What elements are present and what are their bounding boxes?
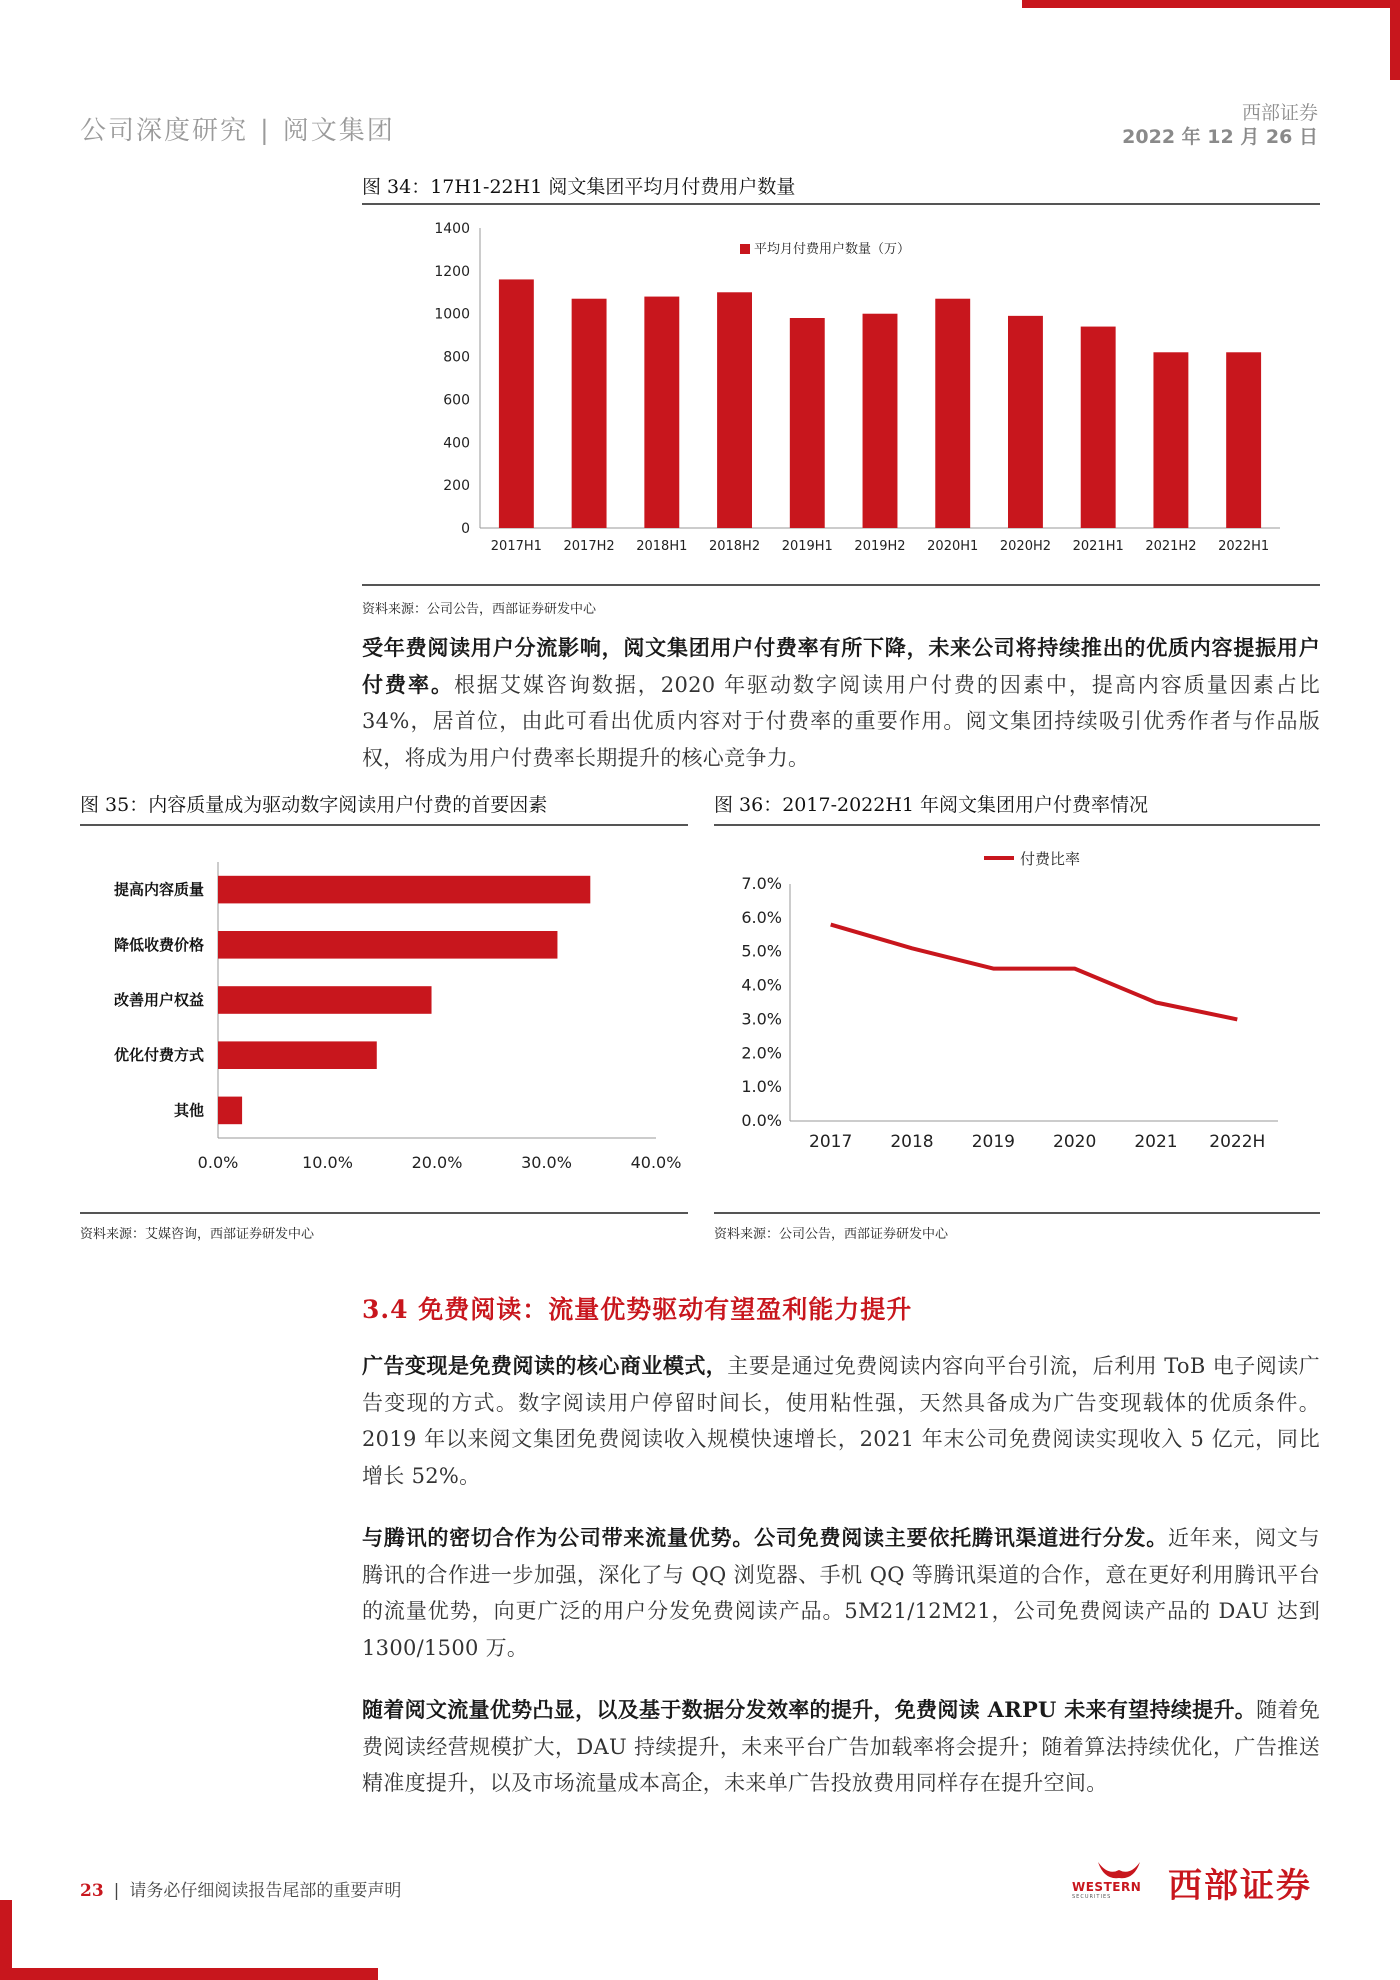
- paragraph-payment-rate-body: 根据艾媒咨询数据，2020 年驱动数字阅读用户付费的因素中，提高内容质量因素占比 34%，居首位，由此可看出优质内容对于付费率的重要作用。阅文集团持续吸引优秀作者与作品版权，将成为用户付费率长期提升的核心竞争力。: [362, 672, 1320, 770]
- fig36-x-tick-label: 2021: [1134, 1132, 1178, 1152]
- report-date: 2022 年 12 月 26 日: [1122, 126, 1318, 148]
- fig36-x-tick-label: 2018: [890, 1132, 934, 1152]
- page-number: 23: [80, 1881, 104, 1901]
- fig34-bar: [1081, 327, 1116, 528]
- fig34-y-tick-label: 1200: [434, 263, 470, 280]
- logo-english: WESTERN: [1072, 1880, 1142, 1894]
- paragraph-tencent-body: 近年来，阅文与腾讯的合作进一步加强，深化了与 QQ 浏览器、手机 QQ 等腾讯渠道的合作，意在更好利用腾讯平台的流量优势，向更广泛的用户分发免费阅读产品。5M21/12M21，公司免费阅读产品的 DAU 达到 1300/1500 万。: [362, 1526, 1320, 1660]
- fig34-top-rule: [362, 203, 1320, 205]
- fig36-x-tick-label: 2022H: [1209, 1132, 1266, 1152]
- fig34-x-tick-label: 2020H1: [927, 539, 979, 554]
- fig35-bar: [218, 1097, 242, 1125]
- report-header: 公司深度研究 | 阅文集团: [80, 116, 395, 146]
- fig34-title: 图 34：17H1-22H1 阅文集团平均月付费用户数量: [362, 176, 796, 198]
- paragraph-payment-rate-lead: 受年费阅读用户分流影响，阅文集团用户付费率有所下降，未来公司将持续推出的优质内容提振用户付费率。: [362, 635, 1320, 697]
- fig35-category-label: 改善用户权益: [113, 991, 204, 1009]
- fig36-title: 图 36：2017-2022H1 年阅文集团用户付费率情况: [714, 794, 1149, 816]
- fig34-source: 资料来源：公司公告，西部证券研发中心: [362, 602, 597, 617]
- fig35-category-label: 优化付费方式: [113, 1046, 204, 1065]
- fig34-chart: [362, 210, 1320, 578]
- frame-top-side: [1390, 0, 1400, 80]
- fig34-bar: [717, 292, 752, 528]
- fig34-bar: [572, 299, 607, 528]
- fig35-x-tick-label: 40.0%: [630, 1153, 682, 1172]
- fig36-bottom-rule: [714, 1212, 1320, 1214]
- fig34-legend-label: 平均月付费用户数量（万）: [754, 242, 911, 257]
- footer-notice: 23 | 请务必仔细阅读报告尾部的重要声明: [80, 1881, 402, 1901]
- fig36-y-tick-label: 1.0%: [741, 1077, 782, 1097]
- fig34-bar: [863, 314, 898, 528]
- fig35-x-tick-label: 30.0%: [521, 1153, 572, 1172]
- section-title: 3.4 免费阅读：流量优势驱动有望盈利能力提升: [362, 1295, 913, 1324]
- fig36-top-rule: [714, 824, 1320, 826]
- fig34-y-tick-label: 0: [461, 521, 470, 537]
- fig36-source: 资料来源：公司公告，西部证券研发中心: [714, 1227, 949, 1242]
- paragraph-arpu-lead: 随着阅文流量优势凸显，以及基于数据分发效率的提升，免费阅读 ARPU 未来有望持续提升。: [362, 1697, 1257, 1722]
- fig34-y-tick-label: 1400: [434, 221, 470, 237]
- fig34-y-tick-label: 200: [443, 478, 470, 495]
- fig36-y-tick-label: 7.0%: [741, 874, 782, 893]
- fig34-y-tick-label: 600: [443, 392, 470, 409]
- frame-bottom-bar: [0, 1968, 378, 1980]
- paragraph-tencent-lead: 与腾讯的密切合作为公司带来流量优势。公司免费阅读主要依托腾讯渠道进行分发。: [362, 1525, 1168, 1550]
- fig36-y-tick-label: 2.0%: [741, 1043, 782, 1063]
- fig35-x-tick-label: 0.0%: [197, 1153, 239, 1172]
- broker-name: 西部证券: [1241, 102, 1318, 124]
- fig34-x-tick-label: 2021H1: [1072, 539, 1124, 554]
- fig36-y-tick-label: 6.0%: [741, 907, 782, 927]
- fig34-x-tick-label: 2017H2: [563, 539, 615, 554]
- logo-chinese: 西部证券: [1168, 1866, 1312, 1906]
- fig35-bar: [218, 986, 432, 1014]
- fig35-chart: [80, 836, 688, 1196]
- paragraph-ad-monetization-lead: 广告变现是免费阅读的核心商业模式，: [362, 1353, 728, 1378]
- fig36-x-tick-label: 2019: [971, 1132, 1015, 1152]
- fig34-bar: [499, 279, 534, 528]
- fig34-x-tick-label: 2017H1: [490, 539, 542, 554]
- fig34-bottom-rule: [362, 584, 1320, 586]
- company-name: 阅文集团: [282, 116, 395, 146]
- fig35-category-label: 降低收费价格: [113, 935, 204, 954]
- fig35-title: 图 35：内容质量成为驱动数字阅读用户付费的首要因素: [80, 794, 548, 816]
- fig36-x-tick-label: 2020: [1053, 1132, 1097, 1152]
- fig36-y-tick-label: 0.0%: [741, 1111, 782, 1130]
- fig34-y-tick-label: 1000: [434, 306, 470, 323]
- fig34-bar: [644, 297, 679, 528]
- paragraph-payment-rate: [362, 630, 1320, 776]
- bull-horns-icon: [1094, 1856, 1144, 1882]
- fig36-legend-label: 付费比率: [1020, 850, 1081, 868]
- fig35-category-label: 其他: [173, 1101, 204, 1120]
- fig34-y-tick-label: 400: [443, 435, 470, 452]
- fig34-x-tick-label: 2021H2: [1145, 539, 1197, 554]
- disclaimer-text: 请务必仔细阅读报告尾部的重要声明: [129, 1881, 402, 1901]
- frame-bottom-side: [0, 1900, 12, 1980]
- fig34-bar: [1153, 352, 1188, 528]
- fig34-x-tick-label: 2019H2: [854, 539, 906, 554]
- report-type: 公司深度研究: [80, 116, 249, 146]
- paragraph-tencent: [362, 1520, 1320, 1666]
- frame-top-bar: [1022, 0, 1400, 8]
- paragraph-arpu-body: 随着免费阅读经营规模扩大，DAU 持续提升，未来平台广告加载率将会提升；随着算法持续优化，广告推送精准度提升，以及市场流量成本高企，未来单广告投放费用同样存在提升空间。: [362, 1698, 1320, 1795]
- fig34-bar: [1226, 352, 1261, 528]
- fig35-bar: [218, 1041, 377, 1069]
- fig34-x-tick-label: 2018H2: [708, 539, 761, 554]
- logo-subtext: SECURITIES: [1072, 1894, 1112, 1900]
- fig35-category-label: 提高内容质量: [113, 880, 204, 899]
- fig34-y-tick-label: 800: [443, 349, 470, 366]
- fig36-chart: [714, 836, 1320, 1196]
- fig34-x-tick-label: 2020H2: [999, 539, 1052, 554]
- fig34-x-tick-label: 2022H1: [1218, 539, 1270, 554]
- fig36-y-tick-label: 4.0%: [741, 975, 782, 995]
- fig36-x-tick-label: 2017: [809, 1132, 853, 1152]
- fig35-bottom-rule: [80, 1212, 688, 1214]
- fig34-x-tick-label: 2018H1: [636, 539, 688, 554]
- fig35-source: 资料来源：艾媒咨询，西部证券研发中心: [80, 1227, 315, 1242]
- fig35-x-tick-label: 20.0%: [411, 1153, 463, 1172]
- fig34-bar: [1008, 316, 1043, 528]
- fig36-series-line: [831, 925, 1238, 1020]
- paragraph-ad-monetization-body: 主要是通过免费阅读内容向平台引流，后利用 ToB 电子阅读广告变现的方式。数字阅读用户停留时间长，使用粘性强，天然具备成为广告变现载体的优质条件。2019 年以来阅文集团免费阅读收入规模快速增长，2021 年末公司免费阅读实现收入 5 亿元，同比增长 52%。: [362, 1354, 1320, 1488]
- paragraph-arpu: [362, 1692, 1320, 1802]
- brand-logo: [1072, 1856, 1322, 1906]
- fig35-bar: [218, 931, 557, 959]
- fig35-x-tick-label: 10.0%: [302, 1153, 353, 1172]
- fig36-y-tick-label: 5.0%: [741, 941, 782, 961]
- fig36-y-tick-label: 3.0%: [741, 1009, 782, 1029]
- fig34-legend-swatch: [740, 244, 750, 254]
- fig34-bar: [935, 299, 970, 528]
- fig34-x-tick-label: 2019H1: [781, 539, 833, 554]
- fig35-bar: [218, 876, 590, 904]
- fig35-top-rule: [80, 824, 688, 826]
- fig34-bar: [790, 318, 825, 528]
- paragraph-ad-monetization: [362, 1348, 1320, 1494]
